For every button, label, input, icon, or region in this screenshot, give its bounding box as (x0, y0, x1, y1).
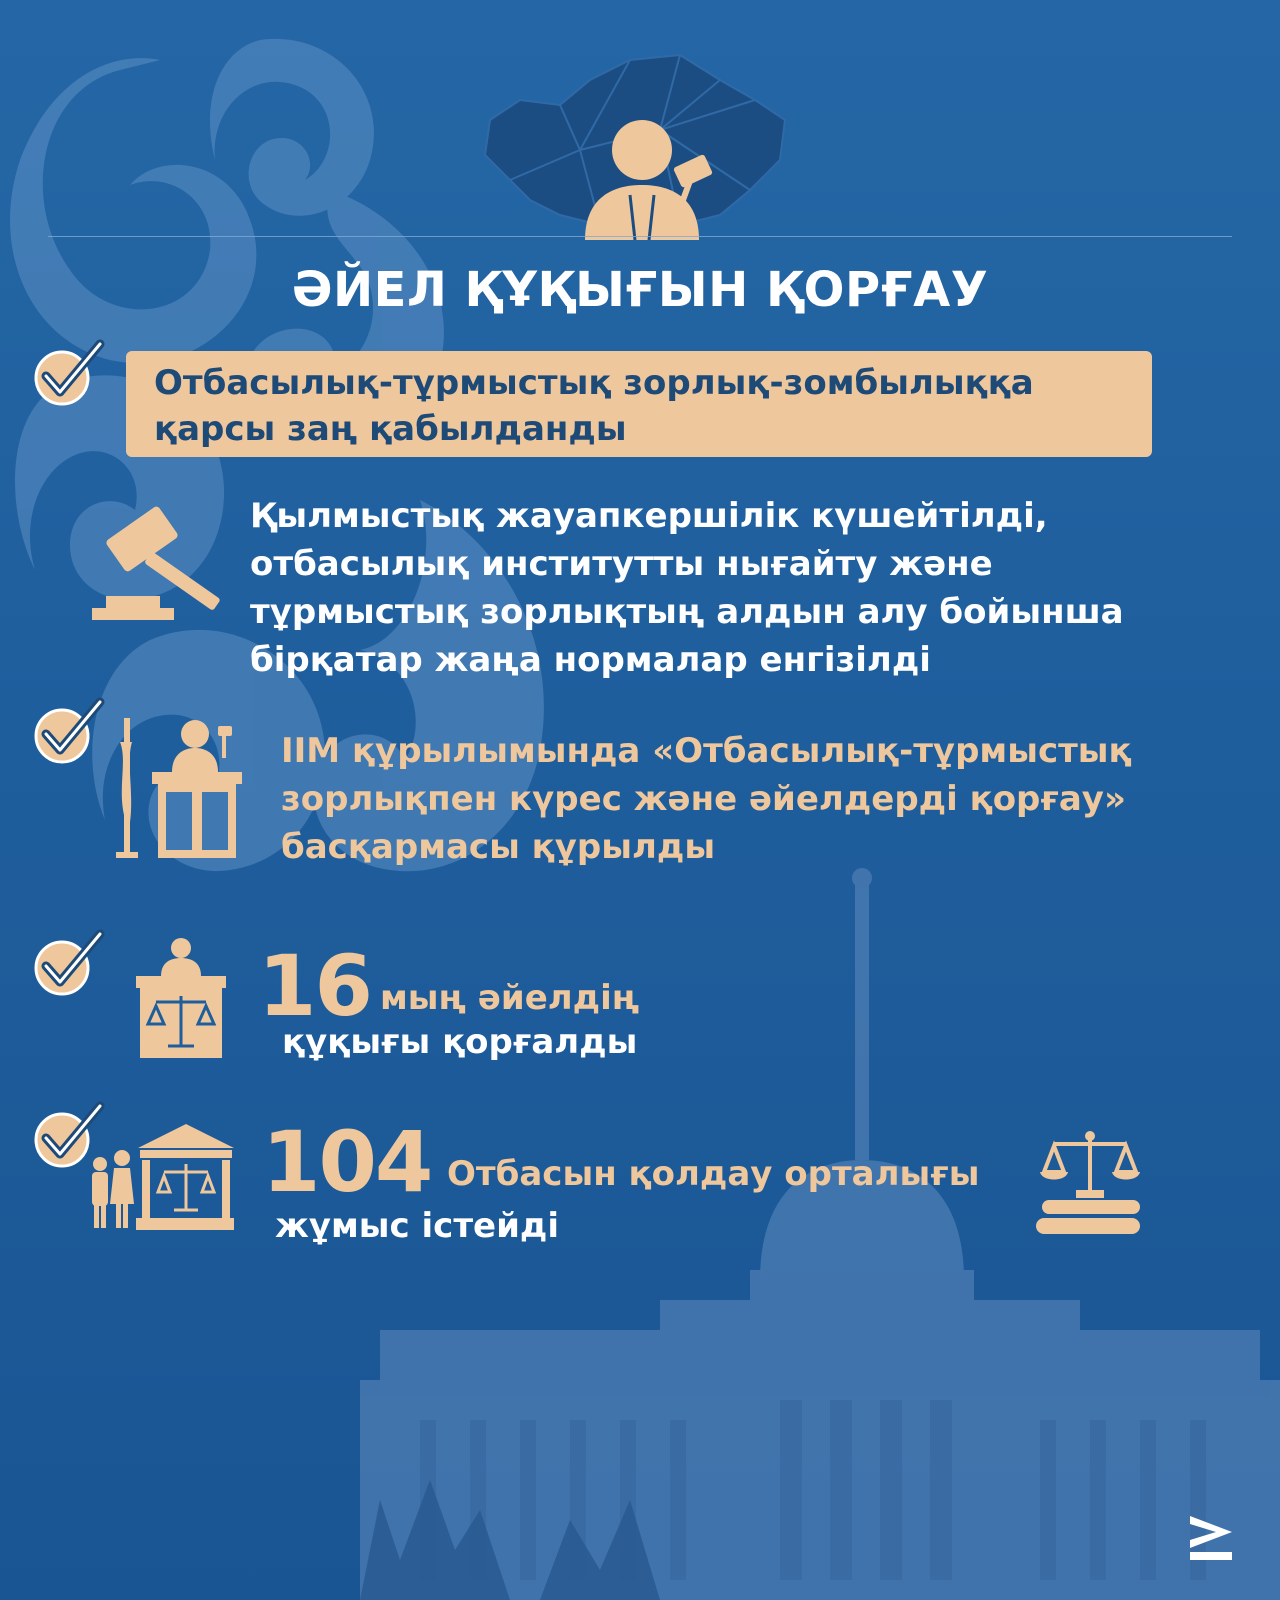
scales-podium-icon (136, 936, 226, 1058)
item-4-label-bottom: құқығы қорғалды (282, 1022, 638, 1062)
item-4-number: 16 (258, 937, 371, 1035)
header-divider (48, 236, 1232, 237)
item-5-label-bottom: жұмыс істейді (275, 1206, 560, 1246)
item-2-line-2: отбасылық институтты нығайту және (250, 544, 993, 584)
checkmark-icon (26, 338, 106, 410)
item-3-line-2: зорлықпен күрес және әйелдерді қорғау» (281, 779, 1126, 819)
item-2-line-3: тұрмыстық зорлықтың алдын алу бойынша (250, 592, 1124, 632)
judge-podium-icon (112, 712, 246, 862)
item-3-text (281, 727, 1261, 871)
checkmark-icon (26, 696, 106, 768)
item-4-label-top: мың әйелдің (380, 978, 640, 1018)
item-1-line-2: қарсы заң қабылданды (154, 409, 627, 449)
kazakhstan-map-judge-icon (480, 40, 810, 240)
item-2-line-4: бірқатар жаңа нормалар енгізілді (250, 640, 931, 680)
item-3-line-3: басқармасы құрылды (281, 827, 716, 867)
item-2-text (250, 492, 1250, 684)
item-2-line-1: Қылмыстық жауапкершілік күшейтілді, (250, 496, 1048, 536)
item-3-line-1: ІІМ құрылымында «Отбасылық-тұрмыстық (281, 731, 1132, 771)
checkmark-icon (26, 928, 106, 1000)
scales-books-icon (1036, 1130, 1144, 1236)
item-5-label-top: Отбасын қолдау орталығы (447, 1154, 980, 1194)
page-title: ӘЙЕЛ ҚҰҚЫҒЫН ҚОРҒАУ (291, 262, 989, 318)
brand-arrow-icon (1186, 1512, 1236, 1562)
item-5-number: 104 (262, 1113, 432, 1211)
family-courthouse-icon (86, 1124, 234, 1230)
item-1-banner (126, 351, 1152, 457)
item-1-line-1: Отбасылық-тұрмыстық зорлық-зомбылыққа (154, 363, 1034, 403)
gavel-icon (88, 500, 238, 632)
